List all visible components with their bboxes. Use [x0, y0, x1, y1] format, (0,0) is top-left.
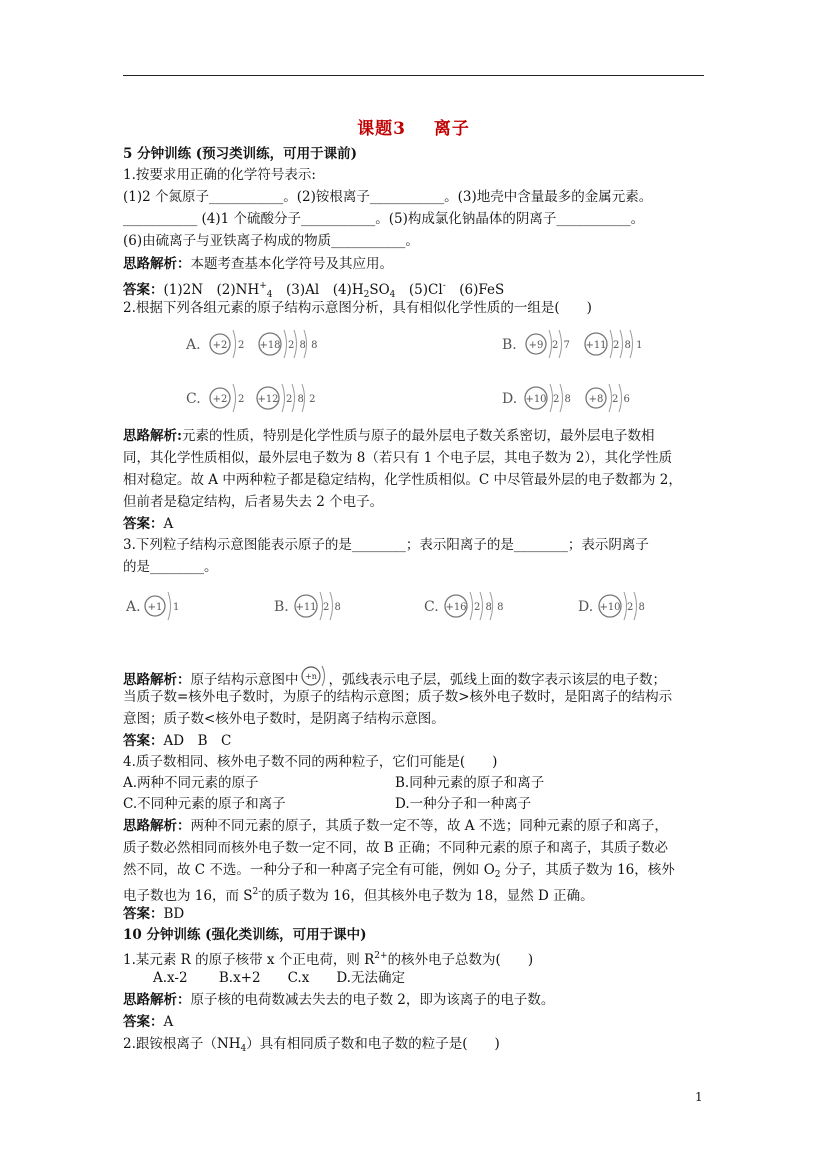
- page-title: [0, 114, 827, 139]
- option-label: B.: [274, 599, 289, 615]
- q3-stem-line2: 的是________。: [123, 559, 218, 575]
- stem-text: ）具有相同质子数和电子数的粒子是( ): [246, 1036, 500, 1052]
- proton-count: +16: [445, 602, 467, 613]
- proton-count: +2: [212, 340, 228, 351]
- q4-analysis-line1: [123, 817, 668, 835]
- q2-analysis-line3: 相对稳定。故 A 中两种粒子都是稳定结构，化学性质相似。C 中尽管最外层的电子数都为 2，: [123, 472, 682, 488]
- electron-counts: 2 8 8: [288, 340, 318, 351]
- analysis-text: 元素的性质，特别是化学性质与原子的最外层电子数关系密切，最外层电子数相: [181, 428, 655, 444]
- title-lesson: 课题3: [357, 119, 406, 139]
- electron-counts: 2 8: [553, 394, 571, 405]
- electron-counts: 2 8: [627, 602, 645, 613]
- subscript: 4: [240, 1044, 247, 1054]
- q2-option-d-diagram: [496, 376, 656, 420]
- electron-counts: 2 8 1: [613, 340, 643, 351]
- q5-stem: [123, 947, 533, 969]
- electron-counts: 2 8 8: [474, 602, 504, 613]
- page-number: 1: [695, 1090, 703, 1104]
- q4-analysis-line2: 质子数必然相同而核外电子数一定不同，故 B 正确；不同种元素的原子和离子，其质子数必: [123, 840, 669, 856]
- q5-analysis: [123, 991, 554, 1009]
- analysis-text: 原子核的电荷数减去失去的电子数 2，即为该离子的电子数。: [190, 992, 555, 1008]
- analysis-label: 思路解析：: [123, 818, 191, 834]
- option-label: A.: [186, 337, 201, 353]
- q1-stem: 1.按要求用正确的化学符号表示:: [123, 167, 316, 183]
- subscript: 2: [494, 870, 501, 880]
- answer-sup: -: [442, 281, 446, 291]
- stem-text: 2.跟铵根离子（NH: [123, 1036, 241, 1052]
- electron-count: 2: [238, 340, 245, 351]
- option-label: D.: [578, 599, 594, 615]
- proton-count: +8: [588, 394, 604, 405]
- superscript: 2+: [374, 951, 388, 961]
- q3-stem-line1: 3.下列粒子结构示意图能表示原子的是________；表示阳离子的是________；表示阴离子: [123, 537, 649, 553]
- q2-answer: [123, 515, 173, 533]
- section2-heading: 10 分钟训练 (强化类训练，可用于课中): [123, 927, 367, 943]
- q4-analysis-line3: [123, 861, 675, 884]
- analysis-text: 电子数也为 16，而 S: [123, 888, 253, 904]
- electron-count: 1: [173, 602, 180, 613]
- q2-option-b-diagram: [496, 322, 656, 366]
- answer-label: 答案：: [123, 1014, 164, 1030]
- stem-text: 1.某元素 R 的原子核带 x 个正电荷，则 R: [123, 952, 375, 968]
- option-label: C.: [424, 599, 439, 615]
- analysis-text: 两种不同元素的原子，其质子数一定不等，故 A 不选；同种元素的原子和离子，: [190, 818, 668, 834]
- electron-counts: 2 6: [612, 394, 630, 405]
- q4-answer: [123, 905, 184, 923]
- q3-option-a-diagram: [120, 584, 240, 628]
- proton-count: +10: [525, 394, 547, 405]
- answer-label: 答案：: [123, 906, 164, 922]
- shell-arc: [168, 592, 171, 620]
- q1-line2: ___________ (4)1 个硫酸分子___________。(5)构成氯化钠晶体的阴离子___________。: [123, 211, 645, 227]
- proton-count: +12: [257, 394, 279, 405]
- answer-label: 答案：: [123, 282, 164, 298]
- answer-text: A: [163, 516, 174, 532]
- proton-count: +9: [528, 340, 544, 351]
- answer-label: 答案：: [123, 516, 164, 532]
- q3-option-c-diagram: [418, 584, 558, 628]
- proton-count: +11: [295, 602, 317, 613]
- q2-option-c-diagram: [180, 376, 340, 420]
- q4-option-a: A.两种不同元素的原子: [123, 775, 259, 791]
- shell-arc: [322, 666, 325, 686]
- answer-part: SO: [369, 282, 390, 298]
- q3-option-b-diagram: [268, 584, 388, 628]
- answer-sup: +: [259, 281, 267, 291]
- q2-analysis-line2: 同，其化学性质相似，最外层电子数为 8（若只有 1 个电子层，其电子数为 2），其化学性质: [123, 450, 673, 466]
- answer-text: AD B C: [163, 733, 232, 749]
- analysis-text: 然不同，故 C 不选。一种分子和一种离子完全有可能，例如 O: [123, 862, 495, 878]
- analysis-label: 思路解析:: [123, 428, 182, 444]
- q3-analysis-line3: 意图；质子数<核外电子数时，是阴离子结构示意图。: [123, 711, 445, 727]
- analysis-text: 本题考查基本化学符号及其应用。: [190, 256, 393, 272]
- answer-sub: 4: [266, 290, 273, 300]
- option-label: D.: [502, 391, 518, 407]
- answer-text: A: [163, 1014, 174, 1030]
- q4-option-c: C.不同种元素的原子和离子: [123, 796, 286, 812]
- electron-count: 2: [238, 394, 245, 405]
- q4-option-d: D.一种分子和一种离子: [395, 796, 532, 812]
- q5-options: A.x-2 B.x+2 C.x D.无法确定: [153, 970, 405, 986]
- electron-counts: 2 8 2: [286, 394, 316, 405]
- answer-label: 答案：: [123, 733, 164, 749]
- analysis-text: 的质子数为 16，但其核外电子数为 18，显然 D 正确。: [261, 888, 594, 904]
- answer-text: BD: [163, 906, 185, 922]
- q3-analysis-line1: [123, 664, 666, 690]
- shell-arc: [233, 384, 236, 412]
- q2-stem: 2.根据下列各组元素的原子结构示意图分析，具有相似化学性质的一组是( ): [123, 300, 592, 316]
- option-label: B.: [502, 337, 517, 353]
- q3-answer: [123, 732, 231, 750]
- answer-sub: 2: [363, 290, 370, 300]
- answer-part: (3)Al (4)H: [272, 282, 364, 298]
- header-rule: [123, 75, 704, 76]
- answer-part: (5)Cl: [395, 282, 443, 298]
- q3-option-d-diagram: [572, 584, 692, 628]
- q2-option-a-diagram: [180, 322, 340, 366]
- analysis-text: ，弧线表示电子层，弧线上面的数字表示该层的电子数；: [328, 672, 666, 688]
- analysis-label: 思路解析：: [123, 256, 191, 272]
- q2-analysis-line4: 但前者是稳定结构，后者易失去 2 个电子。: [123, 494, 384, 510]
- section1-heading: 5 分钟训练 (预习类训练，可用于课前): [123, 146, 358, 162]
- shell-arc: [233, 330, 236, 358]
- analysis-label: 思路解析：: [123, 992, 191, 1008]
- title-topic: 离子: [433, 119, 470, 139]
- analysis-label: 思路解析：: [123, 672, 191, 688]
- proton-count: +18: [259, 340, 281, 351]
- q3-analysis-line2: 当质子数=核外电子数时，为原子的结构示意图；质子数>核外电子数时，是阳离子的结构示: [123, 689, 673, 705]
- q1-line1: (1)2 个氮原子___________。(2)铵根离子___________。(3)地壳中含量最多的金属元素。: [123, 189, 653, 205]
- option-label: C.: [186, 391, 201, 407]
- proton-count: +10: [599, 602, 621, 613]
- proton-count: +n: [304, 672, 317, 681]
- q4-option-b: B.同种元素的原子和离子: [395, 775, 545, 791]
- q2-analysis-line1: [123, 427, 654, 445]
- inline-atom-diagram: [299, 664, 329, 690]
- electron-counts: 2 7: [552, 340, 570, 351]
- stem-text: 的核外电子总数为( ): [387, 952, 534, 968]
- analysis-text: 分子，其质子数为 16，核外: [500, 862, 675, 878]
- q1-line3: (6)由硫离子与亚铁离子构成的物质___________。: [123, 233, 419, 249]
- answer-part: (1)2N (2)NH: [163, 282, 260, 298]
- answer-sub: 4: [389, 290, 396, 300]
- proton-count: +2: [212, 394, 228, 405]
- q5-answer: [123, 1013, 173, 1031]
- analysis-text: 原子结构示意图中: [190, 672, 299, 688]
- proton-count: +11: [585, 340, 607, 351]
- option-label: A.: [126, 599, 141, 615]
- electron-counts: 2 8: [323, 602, 341, 613]
- answer-part: (6)FeS: [445, 282, 505, 298]
- q4-analysis-line4: [123, 883, 594, 905]
- proton-count: +1: [147, 602, 163, 613]
- q1-analysis: [123, 255, 393, 273]
- superscript: 2-: [252, 887, 262, 897]
- q6-stem: [123, 1035, 500, 1058]
- q4-stem: 4.质子数相同、核外电子数不同的两种粒子，它们可能是( ): [123, 754, 498, 770]
